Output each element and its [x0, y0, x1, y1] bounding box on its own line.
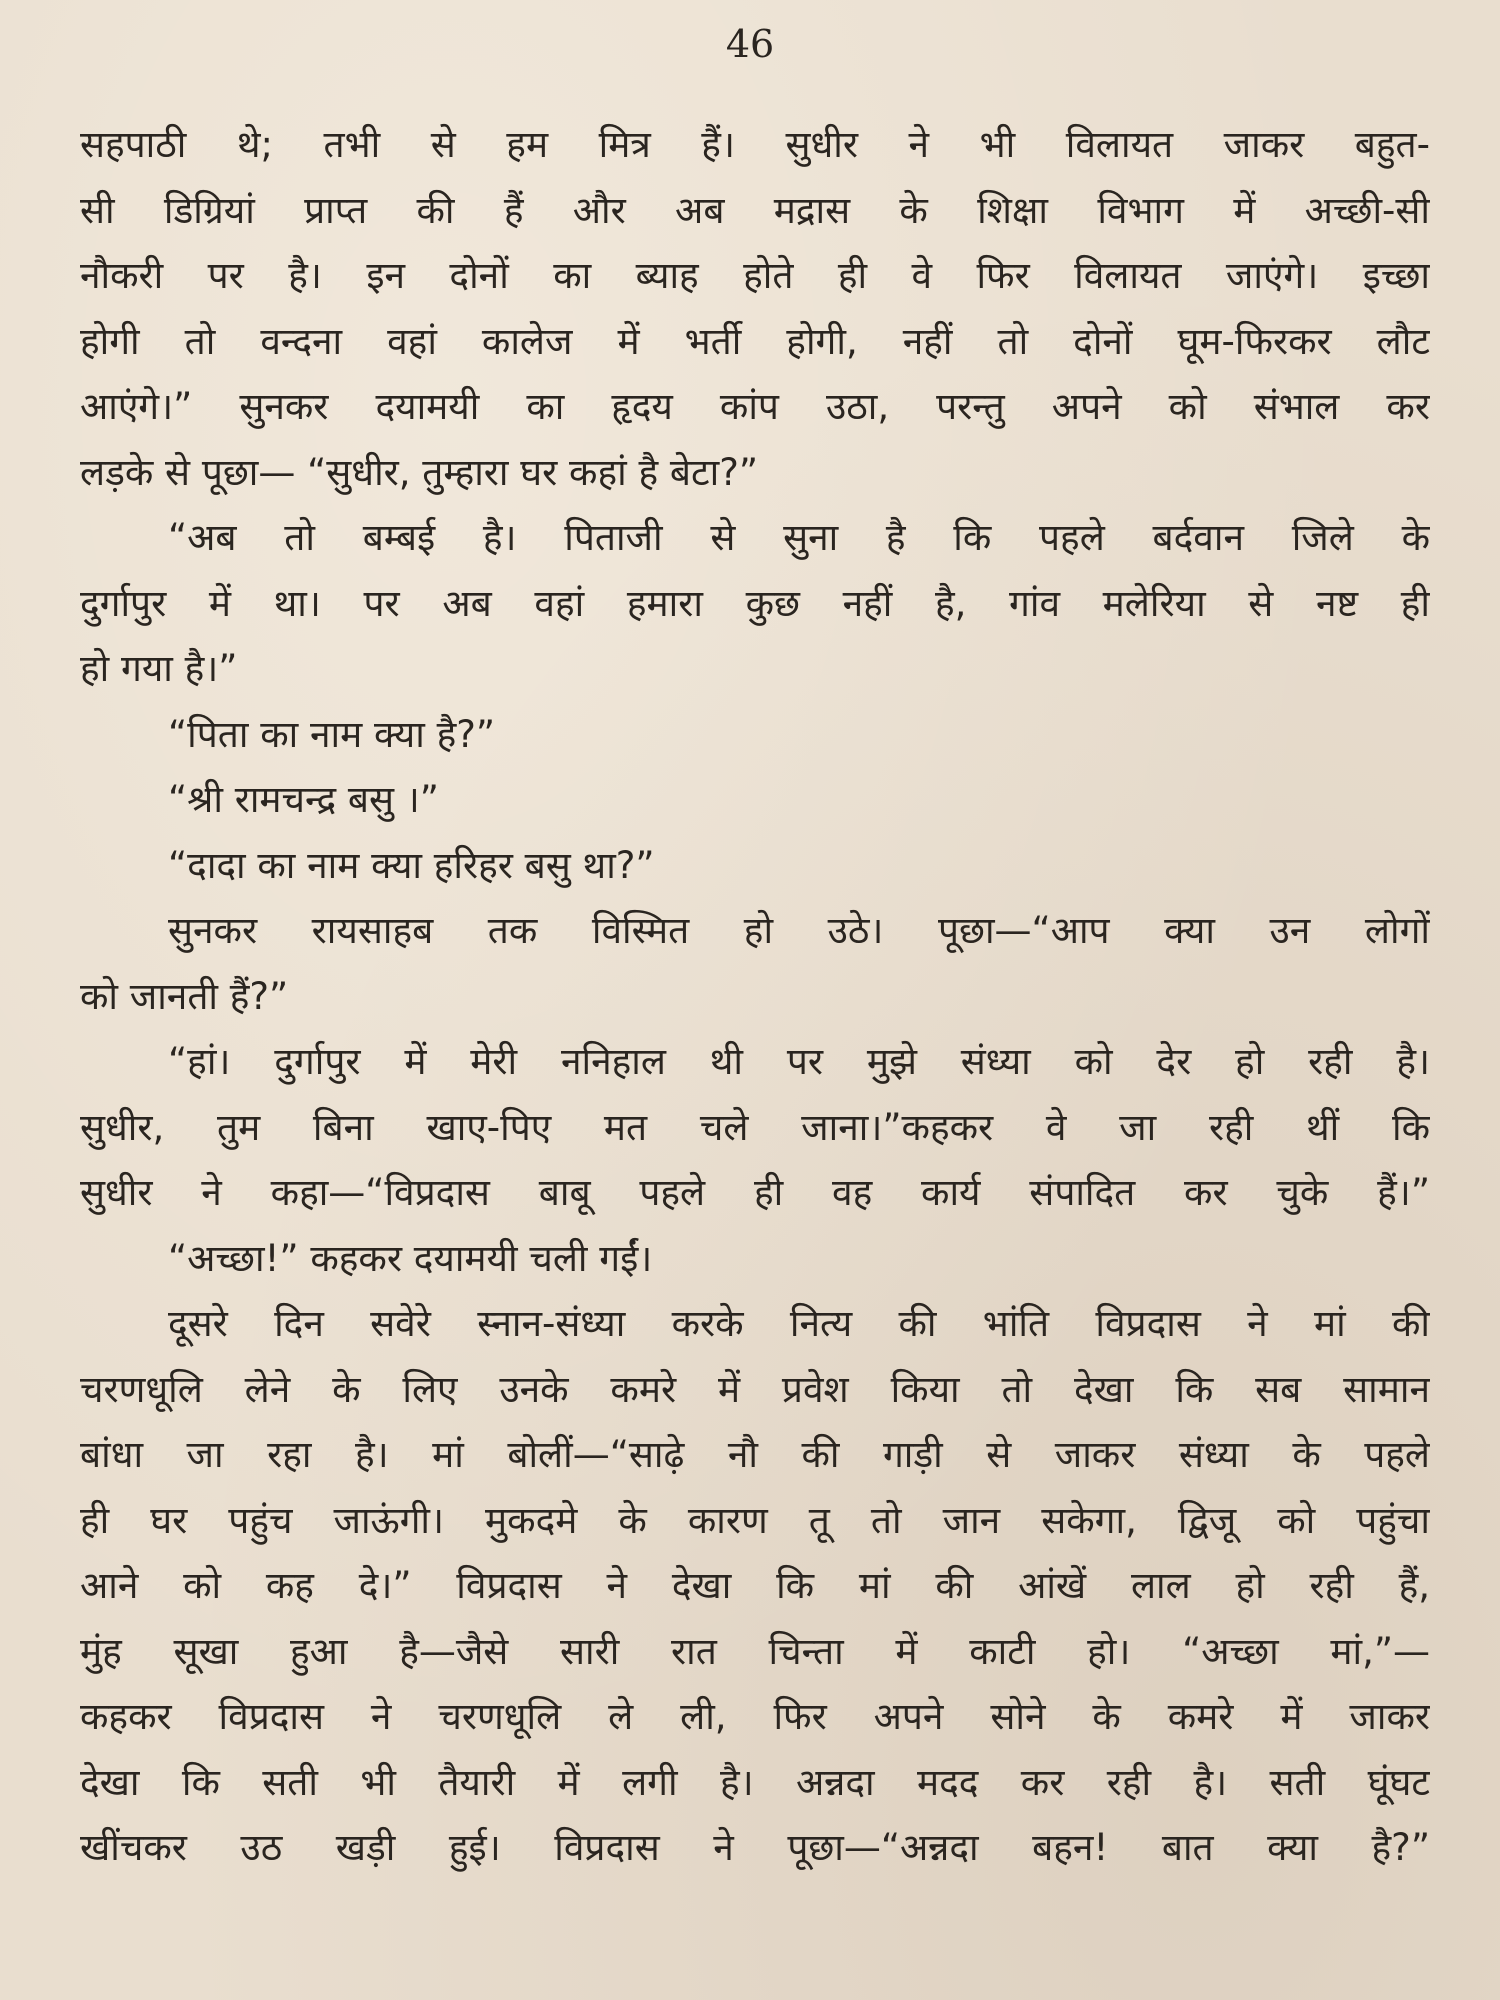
- text-line: बांधा जा रहा है। मां बोलीं—“साढ़े नौ की गाड़ी से जाकर संध्या के पहले: [80, 1433, 1430, 1476]
- text-line: आने को कह दे।” विप्रदास ने देखा कि मां की आंखें लाल हो रही हैं,: [80, 1564, 1430, 1607]
- text-line: “श्री रामचन्द्र बसु ।”: [168, 778, 439, 821]
- text-line: “पिता का नाम क्या है?”: [168, 712, 496, 756]
- text-line: चरणधूलि लेने के लिए उनके कमरे में प्रवेश किया तो देखा कि सब सामान: [80, 1367, 1430, 1411]
- page-number: 46: [725, 22, 775, 66]
- text-line: “हां। दुर्गापुर में मेरी ननिहाल थी पर मुझे संध्या को देर हो रही है।: [168, 1040, 1430, 1083]
- text-line: “दादा का नाम क्या हरिहर बसु था?”: [168, 843, 655, 887]
- text-line: मुंह सूखा हुआ है—जैसे सारी रात चिन्ता में काटी हो। “अच्छा मां,”—: [80, 1629, 1430, 1673]
- text-line: नौकरी पर है। इन दोनों का ब्याह होते ही वे फिर विलायत जाएंगे। इच्छा: [80, 254, 1430, 297]
- text-line: हो गया है।”: [80, 647, 238, 690]
- text-line: “अच्छा!” कहकर दयामयी चली गईं।: [168, 1236, 653, 1280]
- text-line: दूसरे दिन सवेरे स्नान-संध्या करके नित्य की भांति विप्रदास ने मां की: [168, 1302, 1430, 1345]
- text-line: “अब तो बम्बई है। पिताजी से सुना है कि पहले बर्दवान जिले के: [168, 516, 1430, 559]
- text-line: लड़के से पूछा— “सुधीर, तुम्हारा घर कहां है बेटा?”: [80, 450, 759, 494]
- text-line: को जानती हैं?”: [80, 974, 289, 1018]
- body-text: [80, 112, 1430, 1881]
- text-line: होगी तो वन्दना वहां कालेज में भर्ती होगी, नहीं तो दोनों घूम-फिरकर लौट: [80, 319, 1430, 363]
- text-line: देखा कि सती भी तैयारी में लगी है। अन्नदा मदद कर रही है। सती घूंघट: [80, 1760, 1430, 1804]
- text-line: आएंगे।” सुनकर दयामयी का हृदय कांप उठा, परन्तु अपने को संभाल कर: [80, 385, 1430, 428]
- text-line: खींचकर उठ खड़ी हुई। विप्रदास ने पूछा—“अन्नदा बहन! बात क्या है?”: [80, 1826, 1430, 1869]
- text-line: सी डिग्रियां प्राप्त की हैं और अब मद्रास के शिक्षा विभाग में अच्छी-सी: [80, 188, 1430, 232]
- text-line: दुर्गापुर में था। पर अब वहां हमारा कुछ नहीं है, गांव मलेरिया से नष्ट ही: [80, 581, 1430, 625]
- text-line: ही घर पहुंच जाऊंगी। मुकदमे के कारण तू तो जान सकेगा, द्विजू को पहुंचा: [80, 1498, 1430, 1542]
- text-line: सुनकर रायसाहब तक विस्मित हो उठे। पूछा—“आप क्या उन लोगों: [168, 909, 1430, 952]
- text-line: कहकर विप्रदास ने चरणधूलि ले ली, फिर अपने सोने के कमरे में जाकर: [80, 1695, 1430, 1738]
- text-line: सहपाठी थे; तभी से हम मित्र हैं। सुधीर ने भी विलायत जाकर बहुत-: [80, 123, 1430, 166]
- text-line: सुधीर ने कहा—“विप्रदास बाबू पहले ही वह कार्य संपादित कर चुके हैं।”: [80, 1171, 1430, 1214]
- text-line: सुधीर, तुम बिना खाए-पिए मत चले जाना।”कहकर वे जा रही थीं कि: [80, 1105, 1430, 1149]
